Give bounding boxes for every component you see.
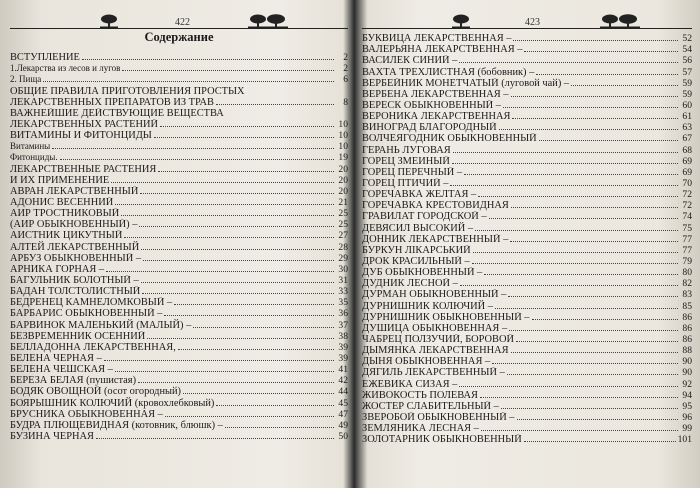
toc-leader-dots bbox=[524, 50, 678, 52]
toc-entry-page: 86 bbox=[682, 322, 692, 334]
toc-entry-title: АЛТЕЙ ЛЕКАРСТВЕННЫЙ bbox=[10, 241, 140, 253]
toc-entry bbox=[362, 234, 692, 245]
toc-entry-title: ДУРНИШНИК ОБЫКНОВЕННЫЙ – bbox=[362, 311, 530, 323]
toc-entry-title: АВРАН ЛЕКАРСТВЕННЫЙ bbox=[10, 185, 139, 197]
toc-entry bbox=[10, 175, 348, 186]
toc-entry-page: 33 bbox=[338, 286, 348, 298]
toc-entry-title: ДОННИК ЛЕКАРСТВЕННЫЙ – bbox=[362, 233, 509, 245]
tree-ornament-icon bbox=[98, 14, 120, 28]
toc-leader-dots bbox=[511, 206, 678, 208]
toc-entry bbox=[10, 264, 348, 275]
toc-entry bbox=[10, 241, 348, 252]
toc-entry-title: ДУДНИК ЛЕСНОЙ – bbox=[362, 278, 458, 290]
toc-entry bbox=[362, 423, 692, 434]
toc-entry-page: 99 bbox=[682, 423, 692, 435]
toc-leader-dots bbox=[147, 337, 334, 339]
toc-leader-dots bbox=[501, 407, 678, 409]
toc-leader-dots bbox=[43, 80, 334, 82]
toc-entry bbox=[10, 409, 348, 420]
toc-entry bbox=[362, 78, 692, 89]
toc-entry bbox=[362, 412, 692, 423]
toc-entry-title: БОЯРЫШНИК КОЛЮЧИЙ (кровохлебковый) bbox=[10, 397, 215, 409]
toc-leader-dots bbox=[484, 273, 678, 275]
toc-entry bbox=[10, 319, 348, 330]
toc-entry bbox=[10, 97, 348, 108]
toc-entry bbox=[362, 122, 692, 133]
toc-entry-title: ВИТАМИНЫ И ФИТОНЦИДЫ bbox=[10, 130, 152, 142]
toc-entry-title: АДОНИС ВЕСЕННИЙ bbox=[10, 196, 114, 208]
toc-entry-page: 96 bbox=[682, 411, 692, 423]
toc-entry-page: 10 bbox=[338, 118, 348, 130]
toc-entry-title: ЗОЛОТАРНИК ОБЫКНОВЕННЫЙ bbox=[362, 434, 522, 446]
toc-entry-title: БРУСНИКА ОБЫКНОВЕННАЯ – bbox=[10, 408, 163, 420]
toc-entry-title: БЕЛЕНА ЧЕШСКАЯ – bbox=[10, 364, 113, 376]
toc-entry-title: ВЕРЕСК ОБЫКНОВЕННЫЙ – bbox=[362, 99, 501, 111]
toc-leader-dots bbox=[503, 106, 678, 108]
toc-entry-page: 20 bbox=[338, 163, 348, 175]
toc-leader-dots bbox=[164, 314, 334, 316]
toc-entry-title: ЗЕМЛЯНИКА ЛЕСНАЯ – bbox=[362, 423, 479, 435]
toc-entry-title: И ИХ ПРИМЕНЕНИЕ bbox=[10, 174, 110, 186]
toc-entry-page: 101 bbox=[677, 434, 692, 446]
toc-entry bbox=[362, 200, 692, 211]
toc-entry-title: ЗВЕРОБОЙ ОБЫКНОВЕННЫЙ – bbox=[362, 411, 515, 423]
right-page-number: 423 bbox=[525, 17, 540, 28]
toc-entry-page: 21 bbox=[338, 196, 348, 208]
toc-entry-title: ВСТУПЛЕНИЕ bbox=[10, 52, 80, 64]
toc-entry-title: БАДАН ТОЛСТОЛИСТНЫЙ bbox=[10, 286, 141, 298]
toc-entry-title: БАГУЛЬНИК БОЛОТНЫЙ – bbox=[10, 274, 139, 286]
toc-leader-dots bbox=[124, 236, 334, 238]
toc-entry-title: ДЕВЯСИЛ ВЫСОКИЙ – bbox=[362, 222, 474, 234]
toc-entry bbox=[362, 345, 692, 356]
toc-entry-title: ВАЖНЕЙШИЕ ДЕЙСТВУЮЩИЕ ВЕЩЕСТВА bbox=[10, 107, 224, 119]
toc-entry-page: 45 bbox=[338, 397, 348, 409]
toc-entry-page: 10 bbox=[338, 130, 348, 142]
toc-leader-dots bbox=[512, 117, 678, 119]
toc-entry bbox=[10, 119, 348, 130]
toc-entry bbox=[362, 89, 692, 100]
toc-entry-page: 44 bbox=[338, 386, 348, 398]
toc-leader-dots bbox=[174, 303, 334, 305]
toc-entry-title: ГОРЕЦ ПТИЧИЙ – bbox=[362, 177, 449, 189]
toc-entry-title: ЖИВОКОСТЬ ПОЛЕВАЯ bbox=[362, 389, 478, 401]
toc-entry-title: БЕЛЛАДОННА ЛЕКАРСТВЕННАЯ, bbox=[10, 341, 176, 353]
left-page bbox=[10, 0, 348, 488]
toc-entry-page: 79 bbox=[682, 255, 692, 267]
toc-entry-page: 20 bbox=[338, 174, 348, 186]
toc-leader-dots bbox=[115, 370, 334, 372]
toc-entry-title: ЛЕКАРСТВЕННЫХ РАСТЕНИЙ bbox=[10, 118, 159, 130]
toc-leader-dots bbox=[508, 295, 678, 297]
toc-entry-page: 54 bbox=[682, 44, 692, 56]
toc-leader-dots bbox=[52, 147, 334, 149]
toc-entry-page: 38 bbox=[338, 330, 348, 342]
toc-entry bbox=[362, 356, 692, 367]
toc-entry-title: ДРОК КРАСИЛЬНЫЙ – bbox=[362, 255, 470, 267]
toc-entry-page: 60 bbox=[682, 99, 692, 111]
toc-entry-page: 70 bbox=[682, 177, 692, 189]
toc-entry bbox=[362, 267, 692, 278]
toc-entry-page: 74 bbox=[682, 211, 692, 223]
toc-entry bbox=[362, 144, 692, 155]
toc-entry-title: БУРКУН ЛІКАРСЬКИЙ bbox=[362, 244, 471, 256]
toc-entry-page: 36 bbox=[338, 308, 348, 320]
toc-entry-page: 94 bbox=[682, 389, 692, 401]
toc-entry-title: ДЫНЯ ОБЫКНОВЕННАЯ – bbox=[362, 356, 491, 368]
toc-leader-dots bbox=[115, 203, 334, 205]
toc-leader-dots bbox=[216, 103, 334, 105]
toc-leader-dots bbox=[141, 281, 334, 283]
toc-entry bbox=[362, 178, 692, 189]
toc-entry-title: ОБЩИЕ ПРАВИЛА ПРИГОТОВЛЕНИЯ ПРОСТЫХ bbox=[10, 85, 245, 97]
toc-leader-dots bbox=[480, 396, 678, 398]
toc-entry-page: 80 bbox=[682, 267, 692, 279]
toc-entry-title: ВАЛЕРЬЯНА ЛЕКАРСТВЕННАЯ – bbox=[362, 44, 523, 56]
toc-entry bbox=[10, 375, 348, 386]
toc-entry bbox=[362, 434, 692, 445]
toc-leader-dots bbox=[524, 440, 676, 442]
toc-entry-title: ЕЖЕВИКА СИЗАЯ – bbox=[362, 378, 458, 390]
toc-leader-dots bbox=[472, 262, 678, 264]
toc-entry-page: 27 bbox=[338, 230, 348, 242]
toc-entry bbox=[10, 63, 348, 74]
toc-leader-dots bbox=[536, 73, 678, 75]
toc-entry-page: 68 bbox=[682, 144, 692, 156]
toc-entry-page: 63 bbox=[682, 122, 692, 134]
toc-entry-page: 90 bbox=[682, 356, 692, 368]
toc-leader-dots bbox=[495, 307, 678, 309]
toc-entry bbox=[10, 186, 348, 197]
toc-entry-title: 2. Пища bbox=[10, 74, 42, 85]
toc-entry bbox=[10, 197, 348, 208]
toc-entry-title: ДУРНИШНИК КОЛЮЧИЙ – bbox=[362, 300, 493, 312]
toc-entry-page: 6 bbox=[343, 74, 348, 86]
toc-leader-dots bbox=[158, 170, 334, 172]
toc-entry-page: 52 bbox=[682, 33, 692, 45]
toc-entry bbox=[362, 111, 692, 122]
toc-entry bbox=[362, 401, 692, 412]
toc-entry-page: 39 bbox=[338, 352, 348, 364]
toc-entry-page: 19 bbox=[338, 152, 348, 164]
toc-entry-page: 86 bbox=[682, 333, 692, 345]
toc-entry bbox=[10, 85, 348, 96]
toc-entry-title: БЕДРЕНЕЦ КАМНЕЛОМКОВЫЙ – bbox=[10, 297, 173, 309]
toc-entry-page: 28 bbox=[338, 241, 348, 253]
toc-leader-dots bbox=[60, 158, 334, 160]
toc-entry-title: ГОРЕЦ ЗМЕИНЫЙ bbox=[362, 155, 450, 167]
toc-entry bbox=[362, 222, 692, 233]
toc-leader-dots bbox=[141, 248, 334, 250]
toc-entry bbox=[10, 108, 348, 119]
toc-entry bbox=[362, 323, 692, 334]
toc-entry-page: 72 bbox=[682, 189, 692, 201]
toc-leader-dots bbox=[517, 418, 678, 420]
toc-leader-dots bbox=[140, 192, 334, 194]
toc-entry-page: 42 bbox=[338, 375, 348, 387]
toc-entry-page: 85 bbox=[682, 300, 692, 312]
toc-leader-dots bbox=[473, 251, 678, 253]
toc-entry-page: 41 bbox=[338, 364, 348, 376]
toc-leader-dots bbox=[183, 392, 334, 394]
toc-entry-page: 39 bbox=[338, 341, 348, 353]
toc-entry-page: 30 bbox=[338, 263, 348, 275]
toc-entry-title: АИСТНИК ЦИКУТНЫЙ bbox=[10, 230, 123, 242]
toc-leader-dots bbox=[571, 84, 678, 86]
toc-entry bbox=[10, 397, 348, 408]
toc-entry bbox=[362, 390, 692, 401]
page-title: Содержание bbox=[144, 30, 214, 44]
toc-entry-page: 50 bbox=[338, 430, 348, 442]
toc-entry-page: 90 bbox=[682, 367, 692, 379]
toc-entry-page: 67 bbox=[682, 133, 692, 145]
toc-entry bbox=[362, 66, 692, 77]
toc-entry-title: ВИНОГРАД БЛАГОРОДНЫЙ bbox=[362, 122, 497, 134]
toc-leader-dots bbox=[111, 181, 334, 183]
toc-entry-title: БОДЯК ОВОЩНОЙ (осот огородный) bbox=[10, 386, 182, 398]
toc-list-right bbox=[362, 33, 692, 445]
toc-entry bbox=[10, 386, 348, 397]
toc-entry-page: 77 bbox=[682, 244, 692, 256]
toc-entry-page: 37 bbox=[338, 319, 348, 331]
toc-entry bbox=[10, 286, 348, 297]
toc-entry-title: ГОРЕЧАВКА ЖЕЛТАЯ – bbox=[362, 189, 477, 201]
toc-leader-dots bbox=[489, 217, 678, 219]
trees-ornament-icon bbox=[248, 14, 288, 28]
toc-entry bbox=[10, 331, 348, 342]
toc-entry bbox=[10, 253, 348, 264]
toc-leader-dots bbox=[154, 136, 334, 138]
toc-leader-dots bbox=[453, 151, 678, 153]
toc-entry-page: 86 bbox=[682, 311, 692, 323]
toc-entry bbox=[362, 245, 692, 256]
toc-leader-dots bbox=[138, 381, 334, 383]
toc-entry-page: 69 bbox=[682, 155, 692, 167]
toc-entry bbox=[362, 334, 692, 345]
toc-entry-page: 57 bbox=[682, 66, 692, 78]
toc-entry-page: 20 bbox=[338, 185, 348, 197]
toc-leader-dots bbox=[452, 162, 678, 164]
toc-leader-dots bbox=[178, 348, 334, 350]
toc-entry-title: ЛЕКАРСТВЕННЫЕ РАСТЕНИЯ bbox=[10, 163, 157, 175]
toc-leader-dots bbox=[96, 437, 334, 439]
toc-entry bbox=[10, 420, 348, 431]
toc-entry bbox=[362, 278, 692, 289]
toc-entry bbox=[10, 163, 348, 174]
tree-ornament-icon bbox=[450, 14, 472, 28]
toc-entry-title: Фитонциды. bbox=[10, 152, 58, 163]
right-page bbox=[362, 0, 692, 488]
toc-entry-title: БАРБАРИС ОБЫКНОВЕННЫЙ – bbox=[10, 308, 163, 320]
toc-entry bbox=[362, 211, 692, 222]
toc-entry-title: Витамины bbox=[10, 141, 51, 152]
toc-leader-dots bbox=[464, 173, 678, 175]
toc-leader-dots bbox=[460, 284, 678, 286]
toc-entry-title: ЧАБРЕЦ ПОЛЗУЧИЙ, БОРОВОЙ bbox=[362, 333, 514, 345]
toc-leader-dots bbox=[475, 229, 678, 231]
toc-entry bbox=[10, 353, 348, 364]
toc-leader-dots bbox=[139, 225, 334, 227]
toc-entry bbox=[362, 367, 692, 378]
toc-entry-title: ДУШИЦА ОБЫКНОВЕННАЯ – bbox=[362, 322, 508, 334]
toc-entry bbox=[362, 55, 692, 66]
toc-entry-title: АРБУЗ ОБЫКНОВЕННЫЙ – bbox=[10, 252, 142, 264]
toc-leader-dots bbox=[511, 95, 679, 97]
right-page-header bbox=[362, 6, 692, 29]
toc-leader-dots bbox=[160, 125, 334, 127]
toc-entry bbox=[10, 74, 348, 85]
toc-entry-title: БУЗИНА ЧЕРНАЯ bbox=[10, 430, 94, 442]
toc-leader-dots bbox=[121, 214, 334, 216]
toc-entry bbox=[362, 256, 692, 267]
toc-entry-page: 35 bbox=[338, 297, 348, 309]
toc-entry-page: 69 bbox=[682, 166, 692, 178]
toc-entry-page: 59 bbox=[682, 77, 692, 89]
toc-entry-title: ДУБ ОБЫКНОВЕННЫЙ – bbox=[362, 267, 483, 279]
toc-leader-dots bbox=[478, 195, 678, 197]
toc-entry bbox=[362, 189, 692, 200]
toc-leader-dots bbox=[511, 351, 678, 353]
toc-entry-title: ДУРМАН ОБЫКНОВЕННЫЙ – bbox=[362, 289, 507, 301]
toc-entry-title: БЕРЕЗА БЕЛАЯ (пушистая) bbox=[10, 375, 137, 387]
toc-leader-dots bbox=[459, 61, 678, 63]
toc-leader-dots bbox=[513, 39, 678, 41]
toc-entry bbox=[10, 431, 348, 442]
toc-entry-title: БУКВИЦА ЛЕКАРСТВЕННАЯ – bbox=[362, 33, 512, 45]
toc-entry-title: АРНИКА ГОРНАЯ – bbox=[10, 263, 105, 275]
toc-entry-title: АИР ТРОСТНИКОВЫЙ bbox=[10, 208, 120, 220]
toc-entry bbox=[362, 312, 692, 323]
toc-entry-title: (АИР ОБЫКНОВЕННЫЙ) – bbox=[10, 219, 138, 231]
toc-entry bbox=[362, 289, 692, 300]
toc-leader-dots bbox=[481, 429, 678, 431]
toc-entry-title: ВАХТА ТРЕХЛИСТНАЯ (бобовник) – bbox=[362, 66, 535, 78]
toc-entry bbox=[362, 33, 692, 44]
toc-leader-dots bbox=[450, 184, 678, 186]
toc-entry-title: ВОЛЧЕЯГОДНИК ОБЫКНОВЕННЫЙ bbox=[362, 133, 537, 145]
toc-leader-dots bbox=[104, 359, 334, 361]
toc-entry-page: 47 bbox=[338, 408, 348, 420]
toc-entry-page: 95 bbox=[682, 400, 692, 412]
toc-entry bbox=[10, 130, 348, 141]
toc-entry bbox=[362, 100, 692, 111]
toc-entry bbox=[362, 300, 692, 311]
toc-entry bbox=[10, 230, 348, 241]
toc-leader-dots bbox=[507, 373, 678, 375]
toc-entry-page: 61 bbox=[682, 111, 692, 123]
toc-entry-title: ГЕРАНЬ ЛУГОВАЯ bbox=[362, 144, 451, 156]
toc-entry bbox=[362, 133, 692, 144]
toc-entry-page: 88 bbox=[682, 345, 692, 357]
toc-entry-title: ВАСИЛЕК СИНИЙ – bbox=[362, 55, 458, 67]
left-page-header bbox=[10, 6, 348, 29]
toc-entry-page: 25 bbox=[338, 208, 348, 220]
toc-entry-title: ГРАВИЛАТ ГОРОДСКОЙ – bbox=[362, 211, 487, 223]
toc-leader-dots bbox=[510, 240, 678, 242]
toc-leader-dots bbox=[459, 385, 678, 387]
toc-leader-dots bbox=[122, 69, 334, 71]
toc-entry-page: 49 bbox=[338, 419, 348, 431]
toc-entry-page: 72 bbox=[682, 200, 692, 212]
toc-entry-title: БУДРА ПЛЮЩЕВИДНАЯ (котовник, блюшк) – bbox=[10, 419, 223, 431]
toc-entry-page: 75 bbox=[682, 222, 692, 234]
toc-entry-page: 10 bbox=[338, 141, 348, 153]
toc-entry bbox=[10, 342, 348, 353]
toc-entry-title: ГОРЕЧАВКА КРЕСТОВИДНАЯ bbox=[362, 200, 509, 212]
toc-entry-page: 8 bbox=[343, 96, 348, 108]
toc-entry-title: ГОРЕЦ ПЕРЕЧНЫЙ – bbox=[362, 166, 463, 178]
toc-leader-dots bbox=[106, 270, 334, 272]
toc-list-left bbox=[10, 52, 348, 442]
toc-leader-dots bbox=[82, 58, 334, 60]
toc-entry-title: ЛЕКАРСТВЕННЫХ ПРЕПАРАТОВ ИЗ ТРАВ bbox=[10, 96, 214, 108]
toc-leader-dots bbox=[165, 415, 334, 417]
toc-leader-dots bbox=[499, 128, 678, 130]
toc-entry-page: 83 bbox=[682, 289, 692, 301]
toc-entry-title: ВЕРОНИКА ЛЕКАРСТВЕННАЯ bbox=[362, 111, 511, 123]
toc-leader-dots bbox=[509, 329, 678, 331]
toc-entry bbox=[10, 141, 348, 152]
toc-entry-title: ЖОСТЕР СЛАБИТЕЛЬНЫЙ – bbox=[362, 400, 499, 412]
toc-entry bbox=[362, 167, 692, 178]
toc-entry-title: БЕЗВРЕМЕННИК ОСЕННИЙ bbox=[10, 330, 146, 342]
toc-entry-page: 56 bbox=[682, 55, 692, 67]
toc-leader-dots bbox=[516, 340, 678, 342]
toc-entry bbox=[10, 364, 348, 375]
toc-entry-title: ВЕРБЕЙНИК МОНЕТЧАТЫЙ (луговой чай) – bbox=[362, 77, 570, 89]
toc-entry-page: 2 bbox=[343, 63, 348, 75]
toc-entry bbox=[10, 208, 348, 219]
toc-entry-page: 77 bbox=[682, 233, 692, 245]
toc-entry-page: 29 bbox=[338, 252, 348, 264]
left-page-number: 422 bbox=[175, 17, 190, 28]
toc-entry-title: ВЕРБЕНА ЛЕКАРСТВЕННАЯ – bbox=[362, 88, 509, 100]
toc-leader-dots bbox=[492, 362, 678, 364]
toc-leader-dots bbox=[142, 292, 334, 294]
trees-ornament-icon bbox=[600, 14, 640, 28]
toc-leader-dots bbox=[539, 139, 678, 141]
toc-entry-title: 1.Лекарства из лесов и лугов bbox=[10, 63, 121, 74]
toc-entry bbox=[10, 152, 348, 163]
toc-entry bbox=[10, 297, 348, 308]
toc-leader-dots bbox=[532, 318, 679, 320]
toc-entry bbox=[10, 308, 348, 319]
toc-entry-title: ДЯГИЛЬ ЛЕКАРСТВЕННЫЙ – bbox=[362, 367, 505, 379]
toc-entry-title: БЕЛЕНА ЧЕРНАЯ – bbox=[10, 352, 102, 364]
toc-leader-dots bbox=[143, 259, 334, 261]
toc-entry-page: 59 bbox=[682, 88, 692, 100]
toc-entry bbox=[10, 275, 348, 286]
toc-entry bbox=[362, 156, 692, 167]
toc-entry-page: 25 bbox=[338, 219, 348, 231]
toc-entry-page: 31 bbox=[338, 274, 348, 286]
toc-entry-page: 2 bbox=[343, 52, 348, 64]
toc-entry bbox=[10, 52, 348, 63]
toc-leader-dots bbox=[225, 426, 334, 428]
toc-entry-page: 92 bbox=[682, 378, 692, 390]
toc-entry bbox=[10, 219, 348, 230]
toc-entry bbox=[362, 378, 692, 389]
toc-entry bbox=[362, 44, 692, 55]
toc-entry-title: БАРВИНОК МАЛЕНЬКИЙ (МАЛЫЙ) – bbox=[10, 319, 192, 331]
toc-leader-dots bbox=[193, 326, 334, 328]
toc-entry-title: ДЫМЯНКА ЛЕКАРСТВЕННАЯ bbox=[362, 345, 509, 357]
toc-leader-dots bbox=[216, 404, 334, 406]
toc-entry-page: 82 bbox=[682, 278, 692, 290]
